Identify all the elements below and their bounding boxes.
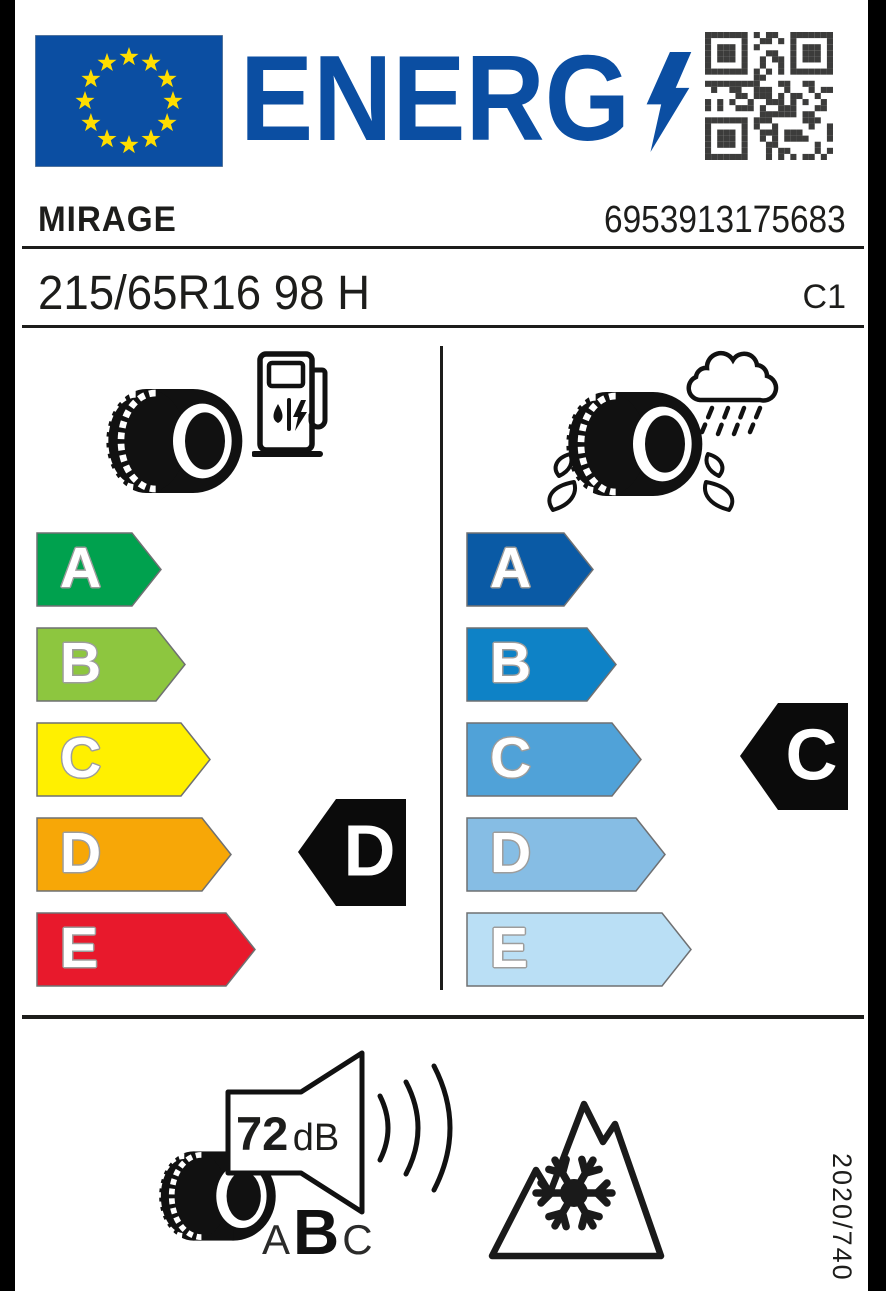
sound-waves-icon xyxy=(372,1058,460,1198)
fuel-efficiency-grade-arrow xyxy=(36,912,257,987)
barcode-number: 6953913175683 xyxy=(604,199,846,241)
fuel-rating-indicator xyxy=(297,797,408,908)
wet-grip-rating-letter: C xyxy=(785,715,838,796)
scale-divider-line xyxy=(440,346,443,990)
rain-cloud-icon xyxy=(680,350,785,438)
separator-line xyxy=(22,325,864,328)
fuel-rating-letter: D xyxy=(343,811,396,892)
wet-grip-grade-arrow xyxy=(466,912,693,987)
wet-grip-grade-arrow xyxy=(466,627,618,702)
qr-code xyxy=(705,32,833,160)
fuel-efficiency-grade-arrow xyxy=(36,722,212,797)
wet-grip-grade-arrow xyxy=(466,532,595,607)
fuel-efficiency-grade-arrow xyxy=(36,817,233,892)
separator-line xyxy=(22,246,864,249)
grade-letter: E xyxy=(490,915,529,980)
noise-class-scale xyxy=(262,1196,373,1268)
regulation-number: 2020/740 xyxy=(827,1153,857,1282)
separator-line xyxy=(22,1015,864,1019)
grade-letter: D xyxy=(490,820,532,885)
grade-letter: A xyxy=(60,535,102,600)
wet-grip-grade-arrow xyxy=(466,722,643,797)
brand-name: MIRAGE xyxy=(38,200,177,239)
grade-arrow-shape xyxy=(466,627,618,702)
grade-letter: C xyxy=(60,725,102,790)
label-border-right xyxy=(868,0,886,1291)
grade-letter: A xyxy=(490,535,532,600)
grade-letter: E xyxy=(60,915,99,980)
noise-db-number: 72 xyxy=(236,1107,289,1160)
fuel-pump-icon xyxy=(252,350,334,458)
energ-logo-text: ENERG xyxy=(240,44,630,152)
grade-letter: D xyxy=(60,820,102,885)
noise-db-unit: dB xyxy=(292,1117,340,1159)
grade-letter: B xyxy=(60,630,102,695)
noise-value xyxy=(236,1106,366,1161)
grade-letter: B xyxy=(490,630,532,695)
fuel-efficiency-grade-arrow xyxy=(36,532,163,607)
water-splash-icon xyxy=(536,450,580,514)
fuel-efficiency-grade-arrow xyxy=(36,627,187,702)
lightning-y-icon xyxy=(640,52,694,152)
grade-arrow-shape xyxy=(36,627,187,702)
tire-size: 215/65R16 98 H xyxy=(38,267,371,320)
tire-class: C1 xyxy=(802,278,846,316)
wet-grip-rating-indicator xyxy=(739,701,850,812)
noise-class-letter: C xyxy=(342,1216,373,1263)
eu-flag-icon xyxy=(35,35,223,167)
wet-grip-grade-arrow xyxy=(466,817,667,892)
label-border-left xyxy=(0,0,15,1291)
fuel-tire-icon xyxy=(105,365,245,517)
noise-class-letter: A xyxy=(262,1216,291,1263)
noise-class-letter: B xyxy=(293,1196,340,1268)
grade-letter: C xyxy=(490,725,532,790)
water-splash-icon xyxy=(698,448,746,514)
energ-logo xyxy=(238,44,636,152)
snowflake-mountain-icon xyxy=(484,1090,669,1265)
